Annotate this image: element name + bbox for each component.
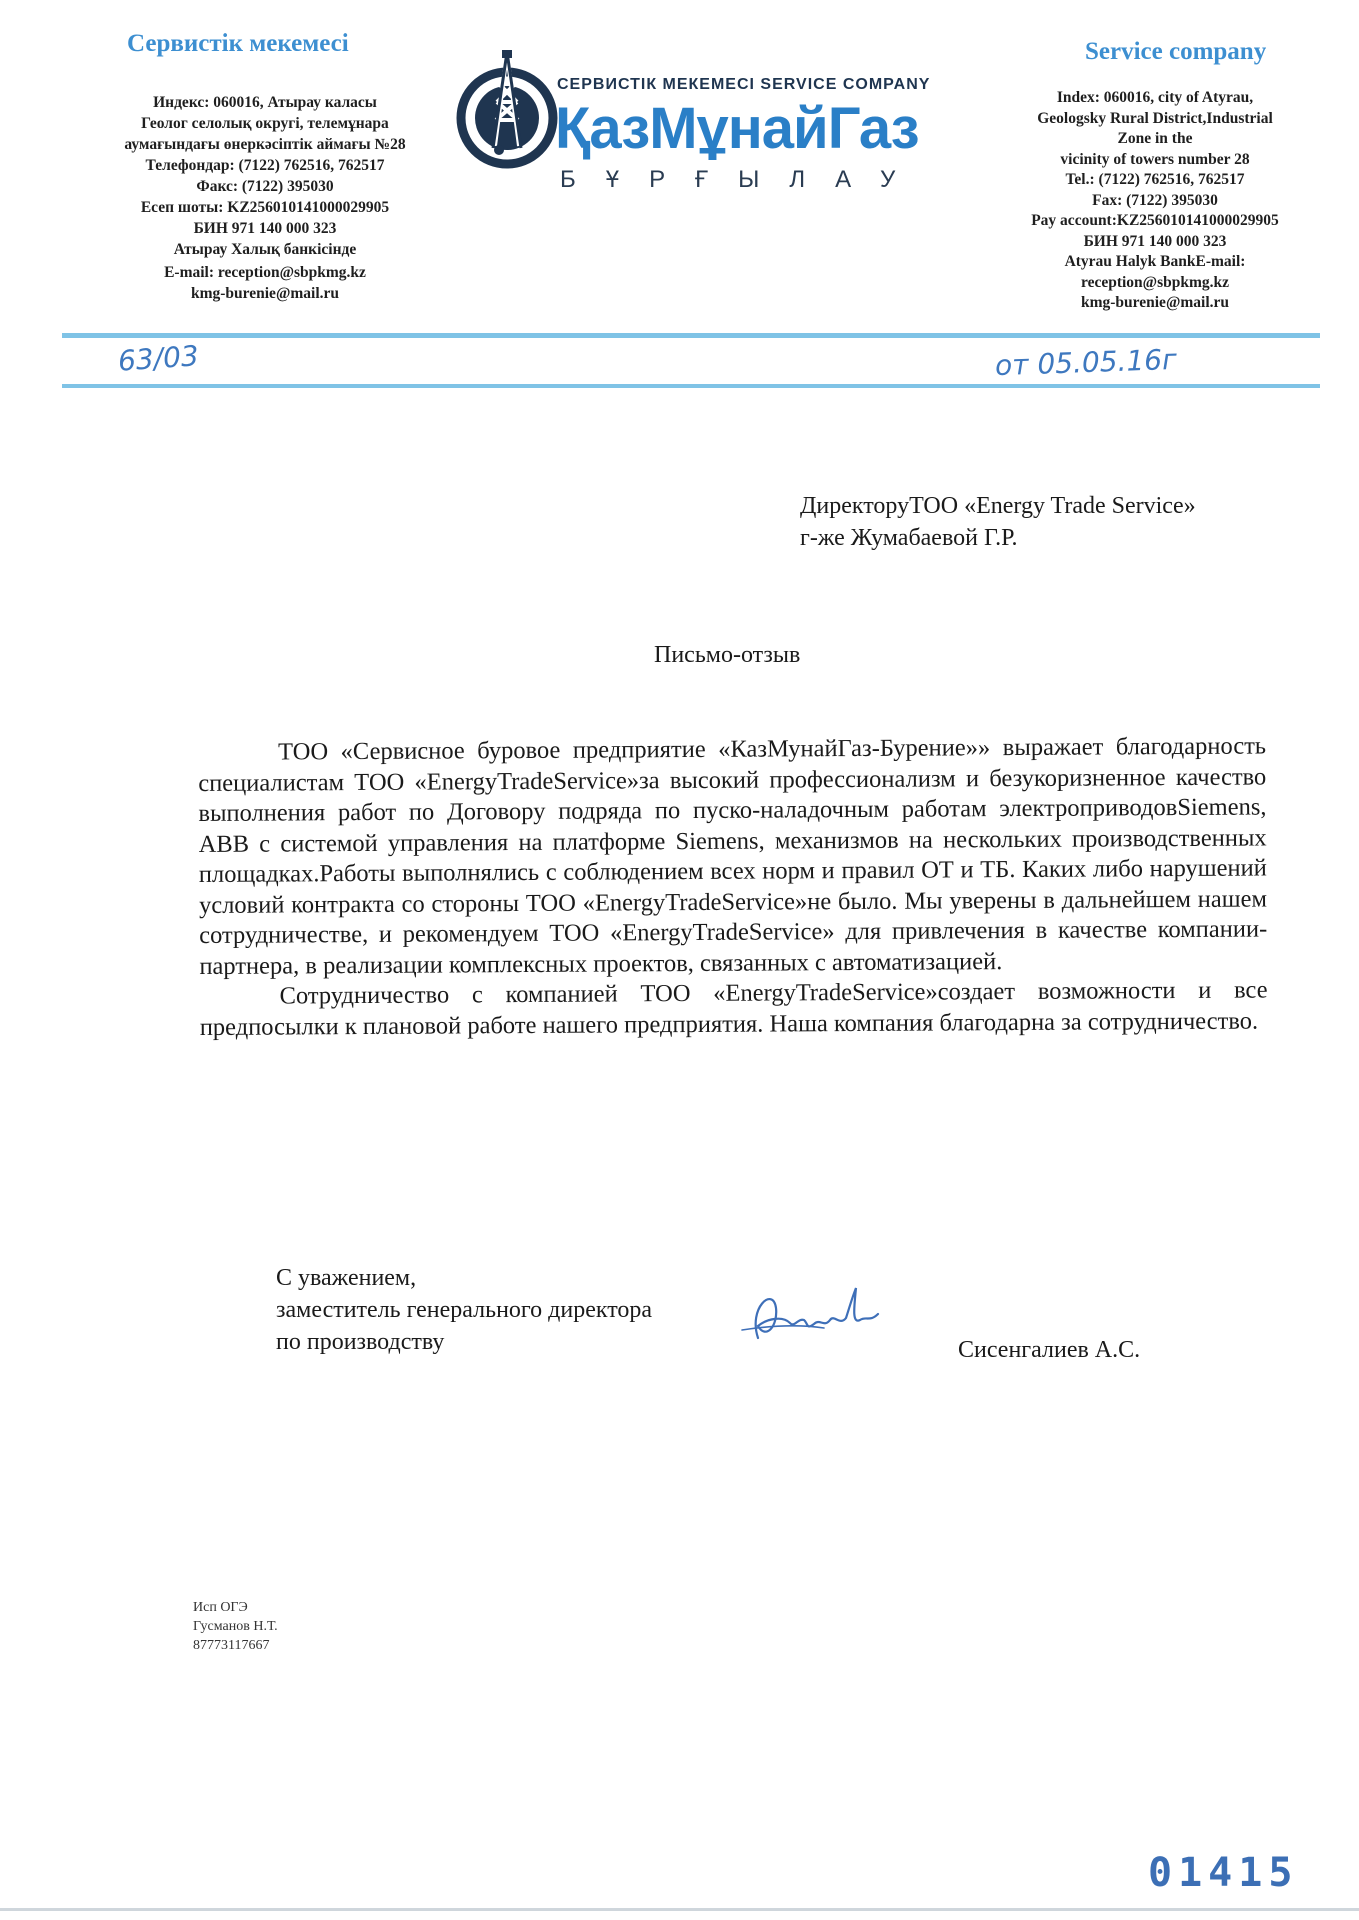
paragraph: Сотрудничество с компанией ТОО «EnergyTradeService»создает возможности и все предпосылки к плановой работе нашего предприятия. Наша компания благодарна за сотрудничество. (199, 976, 1268, 1041)
paragraph: ТОО «Сервисное буровое предприятие «КазМунайГаз-Бурение»» выражает благодарность специалистам ТОО «EnergyTradeService»за высокий профессионализм и безукоризненное качество выполнения работ по Договору подряда по пуско-наладочным работам электроприводовSiemens, ABB с системой управления на платформе Siemens, механизмов на нескольких производственных площадках.Работы выполнялись с соблюдением всех норм и правил ОТ и ТБ. Каких либо нарушений условий контракта со стороны ТОО «EnergyTradeService»не было. Мы уверены в дальнейшем нашем сотрудничестве, и рекомендуем ТОО «EnergyTradeService» для привлечения в качестве компании-партнера, в реализации комплексных проектов, связанных с автоматизацией. (198, 732, 1268, 980)
ref-date: от 05.05.16г (994, 342, 1178, 383)
address-line: vicinity of towers number 28 (1060, 150, 1250, 168)
header-right-title: Service company (1085, 38, 1267, 65)
signer-position: заместитель генерального директора (276, 1297, 653, 1323)
address-line: Pay account:KZ256010141000029905 (1031, 212, 1279, 229)
addressee-line: г-же Жумабаевой Г.Р. (800, 525, 1018, 551)
registration-stamp-number: 01415 (1148, 1850, 1299, 1896)
address-line: Есеп шоты: KZ256010141000029905 (140, 199, 390, 216)
addressee-line: ДиректоруТОО «Energy Trade Service» (800, 493, 1196, 519)
address-line: Fax: (7122) 395030 (1092, 191, 1218, 209)
closing: С уважением, (276, 1265, 417, 1291)
address-line: аумағындағы өнеркәсіптік аймағы №28 (124, 136, 406, 153)
ref-number: 63/03 (116, 339, 200, 378)
logo-subtitle: БҰРҒЫЛАУ (560, 166, 926, 193)
header-left-address (95, 92, 435, 304)
letter-title: Письмо-отзыв (654, 642, 801, 668)
executor-info (193, 1598, 278, 1655)
address-line: reception@sbpkmg.kz (1080, 273, 1230, 291)
address-line: Телефондар: (7122) 762516, 762517 (145, 157, 385, 174)
address-line: Atyrau Halyk BankE-mail: (1064, 253, 1246, 270)
address-line: kmg-burenie@mail.ru (190, 285, 340, 302)
addressee (800, 490, 1196, 554)
header-left-title: Сервистік мекемесі (127, 30, 349, 57)
address-line: БИН 971 140 000 323 (193, 220, 337, 237)
address-line: Geologsky Rural District,Industrial (1037, 109, 1273, 127)
header-rule-top (62, 333, 1320, 338)
address-line: Геолог селолық округі, телемұнара (141, 115, 389, 132)
address-line: E-mail: reception@sbpkmg.kz (164, 264, 366, 281)
scan-edge (0, 1908, 1359, 1911)
signature-image (728, 1268, 908, 1358)
address-line: Индекс: 060016, Атырау каласы (153, 94, 377, 111)
signer-name: Сисенгалиев А.С. (958, 1337, 1141, 1363)
oil-derrick-icon (455, 50, 560, 170)
executor-line: Гусманов Н.Т. (193, 1619, 278, 1634)
address-line: БИН 971 140 000 323 (1083, 232, 1227, 250)
header-rule-bottom (62, 384, 1320, 388)
address-line: kmg-burenie@mail.ru (1080, 294, 1230, 311)
executor-line: 87773117667 (193, 1638, 270, 1653)
letter-body (198, 731, 1268, 1043)
company-logo (455, 48, 955, 208)
address-line: Index: 060016, city of Atyrau, (1056, 89, 1254, 106)
signature-block (276, 1262, 652, 1358)
executor-line: Исп ОГЭ (193, 1600, 248, 1615)
signer-position: по производству (276, 1329, 445, 1355)
logo-caption: СЕРВИСТІК МЕКЕМЕСІ SERVICE COMPANY (557, 76, 931, 93)
logo-wordmark: ҚазМұнайГаз (555, 96, 919, 161)
address-line: Tel.: (7122) 762516, 762517 (1065, 171, 1245, 188)
address-line: Атырау Халық банкісінде (173, 241, 357, 258)
address-line: Zone in the (1117, 130, 1193, 147)
header-right-address (1000, 88, 1310, 314)
address-line: Факс: (7122) 395030 (196, 178, 334, 195)
